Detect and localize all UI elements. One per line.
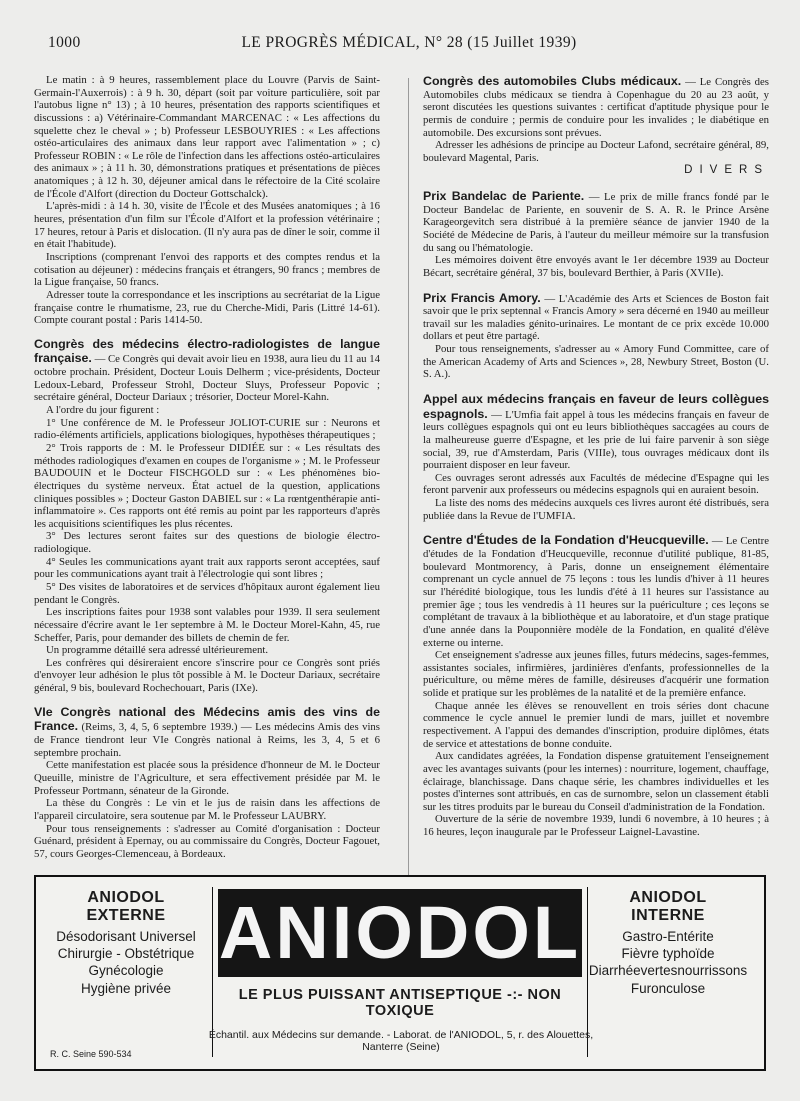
article-text: Pour tous renseignements, s'adresser au « Amory Fund Committee, care of the American Academy of Arts and Sciences », 28, Newbury Street, Boston (U. S. A.). — [423, 343, 769, 381]
article-text: 3° Des lectures seront faites sur des questions de biologie électro-radiologique. — [34, 530, 380, 556]
article-paragraph — [423, 649, 769, 700]
article-paragraph — [34, 417, 380, 442]
article-paragraph — [423, 343, 769, 381]
page-header — [48, 34, 770, 58]
article-text: 4° Seules les communications ayant trait aux rapports seront acceptées, sauf pour les communications ayant trait à l'électrologie qui sont libres ; — [34, 555, 380, 581]
article-paragraph-with-heading — [423, 189, 769, 254]
article-heading: Appel aux médecins français en faveur de leurs collègues espagnols. — [423, 391, 769, 421]
article-paragraph-with-heading — [423, 533, 769, 649]
ad-right-line: Gastro-Entérite — [622, 928, 714, 944]
article-paragraph — [34, 404, 380, 417]
article-paragraph-with-heading — [423, 74, 769, 139]
article-paragraph — [423, 700, 769, 751]
article-paragraph — [34, 644, 380, 657]
article-text: Les mémoires doivent être envoyés avant le 1er décembre 1939 au Docteur Bécart, secrétaire général, 37 bis, boulevard Berthier, à Paris (XVIIe). — [423, 254, 769, 279]
aniodol-advertisement — [34, 875, 766, 1071]
article-text: Cette manifestation est placée sous la présidence d'honneur de M. le Docteur Queuille, ministre de l'Agriculture, et sera effectivement présidée par M. le Professeur Portmann, sénateur de la Gironde. — [34, 759, 380, 797]
article-text: Aux candidates agréées, la Fondation dispense gratuitement l'enseignement avec les avantages suivants (pour les internes) : nourriture, logement, chauffage, éclairage, blanchissage. Dans chaque série, les chambres individuelles et les postes d'internes sont attribués, en cas de surnombre, selon un classement établi sur les titres produits par le bureau du Conseil d'administration de la Fondation. — [423, 750, 769, 813]
article-text: La liste des noms des médecins auxquels ces livres auront été distribués, sera publiée dans la Revue de l'UMFIA. — [423, 497, 769, 522]
journal-title: LE PROGRÈS MÉDICAL, N° 28 (15 Juillet 1939) — [241, 34, 577, 51]
article-paragraph — [34, 606, 380, 644]
article-paragraph — [34, 442, 380, 530]
article-paragraph — [34, 251, 380, 289]
article-paragraph — [34, 530, 380, 555]
ad-brand-logo: ANIODOL — [218, 889, 582, 977]
article-paragraph — [423, 472, 769, 497]
ad-right-subtitle: INTERNE — [631, 907, 705, 925]
article-text: 2° Trois rapports de : M. le Professeur DIDIÉE sur : « Les résultats des méthodes radiologiques d'examen en coupes de l'organisme » ; M. le Professeur BAUDOUIN et le Docteur FISCHGOLD sur : « Les phénomènes bio-électriques du système nerveux. État actuel de la question, applications cliniques possibles » ; Docteur Gaston DABIEL sur : « La rœntgenthérapie anti-inflammatoire ». Ces rapports ont été remis au point par les rapporteurs d'après les acquisitions scientifiques les plus récentes. — [34, 441, 380, 530]
article-text: — Ce Congrès qui devait avoir lieu en 1938, aura lieu du 11 au 14 octobre prochain. Président, Docteur Louis Delherm ; vice-présidents, Docteur Ledoux-Lebard, Professeur Strohl, Docteur Sluys, Professeur Popovic ; secrétaire général, Docteur Dariaux ; trésorier, Docteur Morel-Kahn. — [34, 353, 380, 404]
article-text: — Le prix de mille francs fondé par le Docteur Bandelac de Pariente, en souvenir de S. A. R. le Prince Arsène Karageorgevitch sera distribué à la première séance de janvier 1940 de la Société de Médecine de Paris, à l'auteur du meilleur mémoire sur la transfusion du sang ou l'hématologie. — [423, 191, 769, 254]
article-paragraph — [423, 139, 769, 164]
article-paragraph — [34, 797, 380, 822]
article-paragraph — [34, 759, 380, 797]
article-paragraph-with-heading — [423, 392, 769, 472]
ad-right-panel — [588, 889, 748, 997]
article-paragraph — [34, 556, 380, 581]
page-number: 1000 — [48, 34, 81, 51]
article-paragraph — [34, 200, 380, 251]
article-text: — L'Umfia fait appel à tous les médecins français en faveur de leurs collègues espagnols qui ont eu leurs bibliothèques saccagées au cours de la malheureuse guerre d'Espagne, et les prie de lui faire parvenir à son siège social, 39, rue d'Amsterdam, Paris (VIIIe), tous ouvrages médicaux dont ils pourraient disposer en leur faveur. — [423, 408, 769, 472]
article-paragraph-with-heading — [34, 705, 380, 760]
article-heading: VIe Congrès national des Médecins amis des vins de France. — [34, 704, 380, 734]
article-paragraph — [34, 289, 380, 327]
left-column — [34, 74, 380, 860]
article-text: (Reims, 3, 4, 5, 6 septembre 1939.) — Les médecins Amis des vins de France tiendront leur VIe Congrès national à Reims, les 3, 4, 5 et 6 septembre prochain. — [34, 721, 380, 759]
ad-slogan: LE PLUS PUISSANT ANTISEPTIQUE -:- NON TOXIQUE — [238, 987, 562, 1019]
article-text: 1° Une conférence de M. le Professeur JOLIOT-CURIE sur : Neurons et radio-éléments artificiels, applications biologiques, hypothèses thérapeutiques ; — [34, 416, 380, 442]
right-column — [423, 74, 769, 839]
ad-left-line: Chirurgie - Obstétrique — [57, 946, 195, 962]
column-divider — [408, 78, 409, 878]
article-text: Adresser toute la correspondance et les inscriptions au secrétariat de la Ligue française contre le rhumatisme, 23, rue du Cherche-Midi, Paris (Littré 14-61). Compte courant postal : Paris 1414-50. — [34, 288, 380, 327]
article-text: Cet enseignement s'adresse aux jeunes filles, futurs médecins, sages-femmes, assistantes sociales, infirmières, jardinières d'enfants, professionnelles de la puériculture, ou même mères de famille, désireuses d'acquérir une formation solide et pratique sur les problèmes de la natalité et de la première enfance. — [423, 649, 769, 700]
article-text: Le matin : à 9 heures, rassemblement place du Louvre (Parvis de Saint-Germain-l'Auxerrois) : à 9 h. 30, départ (soit par voiture particulière, soit par l'autobus ligne n° 13) ; à 10 heures, présentation des rapports scientifiques et discussions : a) Vétérinaire-Commandant MARCENAC : « Les affections du squelette chez le cheval » ; b) Professeur LESBOUYRIES : « Les affections ostéo-articulaires des animaux dans leur rapport avec l'alimentation » ; c) Professeur ROBIN : « Le rôle de l'infection dans les affections ostéo-articulaires des animaux » ; à 11 h. 30, démonstrations pratiques et présentations de pièces anatomiques ; à 12 h. 30, déjeuner amical dans le réfectoire de la Cité scolaire de l'École d'Alfort (direction du Docteur Gottschalck). — [34, 74, 380, 200]
article-heading: Congrès des automobiles Clubs médicaux. — [423, 74, 682, 88]
ad-left-line: Désodorisant Universel — [56, 928, 196, 944]
article-text: Les inscriptions faites pour 1938 sont valables pour 1939. Il sera seulement nécessaire d'écrire avant le 1er septembre à M. le Docteur Morel-Kahn, 45, rue Scheffer, Paris, pour demander des billets de chemin de fer. — [34, 606, 380, 644]
ad-left-subtitle: EXTERNE — [86, 907, 166, 925]
article-paragraph — [423, 254, 769, 279]
ad-left-title: ANIODOL — [87, 889, 165, 906]
article-text: Ouverture de la série de novembre 1939, lundi 6 novembre, à 10 heures ; à 16 heures, leçon inaugurale par le Professeur Laignel-Lavastine. — [423, 813, 769, 839]
article-text: Les confrères qui désireraient encore s'inscrire pour ce Congrès sont priés d'envoyer leur adhésion le plus tôt possible à M. le Docteur Dariaux, secrétaire général, 9 bis, boulevard Rochechouart, Paris (IXe). — [34, 656, 380, 695]
article-paragraph-with-heading — [34, 337, 380, 404]
article-text: — Le Centre d'études de la Fondation d'Heucqueville, reconnue d'utilité publique, 81-85, boulevard Montmorency, à Paris, donne un enseignement élémentaire comprenant un cycle annuel de 75 leçons : tous les lundis d'hiver à 11 heures sur l'hérédité biologique, tous les lundis d'été à 11 heures sur l'assistance au premier âge ; tous les vendredis à 11 heures sur la puériculture ; ces leçons se complétant de travaux à la bibliothèque et au laboratoire, et d'un stage pratique d'une année dans la Pouponnière modèle de la Fondation, en qualité d'élève externe ou interne. — [423, 535, 769, 649]
section-label: DIVERS — [684, 164, 769, 177]
article-heading: Congrès des médecins électro-radiologistes de langue française. — [34, 336, 380, 366]
ad-right-title: ANIODOL — [629, 889, 707, 906]
article-paragraph — [34, 823, 380, 861]
ad-right-line: Fièvre typhoïde — [621, 946, 715, 962]
article-text: Inscriptions (comprenant l'envoi des rapports et des comptes rendus et la cotisation au déjeuner) : médecins français et étrangers, 90 francs ; membres de la Ligue française, 50 francs. — [34, 250, 380, 289]
ad-registration: R. C. Seine 590-534 — [50, 1049, 132, 1059]
article-text: Chaque année les élèves se renouvellent en trois séries dont chacune commence le cycle annuel le premier lundi de mars, juillet et novembre respectivement. A l'appui des demandes d'inscription, produire diplômes, états de service et attestations de bonne conduite. — [423, 699, 769, 750]
ad-left-line: Gynécologie — [88, 963, 164, 979]
article-paragraph — [423, 497, 769, 522]
article-text: La thèse du Congrès : Le vin et le jus de raisin dans les affections de l'appareil circulatoire, sera soutenue par M. le Professeur LAUBRY. — [34, 797, 380, 822]
article-paragraph — [34, 74, 380, 200]
article-paragraph — [423, 813, 769, 838]
article-text: Adresser les adhésions de principe au Docteur Lafond, secrétaire général, 89, boulevard Magental, Paris. — [423, 139, 769, 164]
article-paragraph-with-heading — [423, 291, 769, 344]
ad-right-line: Furonculose — [630, 980, 706, 996]
article-text: Un programme détaillé sera adressé ultérieurement. — [46, 644, 269, 657]
article-heading: Prix Francis Amory. — [423, 290, 541, 305]
article-text: L'après-midi : à 14 h. 30, visite de l'École et des Musées anatomiques ; à 16 heures, présentation d'un film sur l'École d'Alfort et la profession vétérinaire ; 17 heures, retour à Paris et dislocation. (Il n'y aura pas de dîner le soir, comme il en était l'habitude). — [34, 200, 380, 251]
article-heading: Centre d'Études de la Fondation d'Heucqueville. — [423, 533, 709, 548]
article-heading: Prix Bandelac de Pariente. — [423, 189, 585, 204]
ad-left-panel — [46, 889, 206, 997]
article-paragraph — [34, 581, 380, 606]
article-paragraph — [423, 750, 769, 813]
article-text: Ces ouvrages seront adressés aux Facultés de médecine d'Espagne qui les feront parvenir aux professeurs ou médecins espagnols qui en auraient besoin. — [423, 471, 769, 497]
ad-left-line: Hygiène privée — [80, 980, 172, 996]
ad-sample-notice: Échantil. aux Médecins sur demande. - Laborat. de l'ANIODOL, 5, r. des Alouettes, Nanterre (Seine) — [208, 1029, 594, 1053]
article-text: 5° Des visites de laboratoires et de services d'hôpitaux auront également lieu pendant le Congrès. — [34, 580, 380, 606]
article-text: — Le Congrès des Automobiles clubs médicaux se tiendra à Copenhague du 20 au 23 août, y seront discutées les questions suivantes : certificat d'aptitude physique pour le permis de conduire ; permis de conduire pour les invalides ; le diabétique en automobile. Des excursions sont prévues. — [423, 76, 769, 139]
article-text: Pour tous renseignements : s'adresser au Comité d'organisation : Docteur Guénard, président à Epernay, ou au commissaire du Congrès, Docteur Fagouet, 57, cours Georges-Clemenceau, à Bordeaux. — [34, 822, 380, 860]
article-text: — L'Académie des Arts et Sciences de Boston fait savoir que le prix septennal « Francis Amory » sera décerné en 1940 au meilleur travail sur les maladies génito-urinaires. Le montant de ce prix excède 10.000 dollars et peut être partagé. — [423, 292, 769, 343]
article-text: A l'ordre du jour figurent : — [46, 404, 160, 417]
article-paragraph — [34, 657, 380, 695]
ad-right-line: Diarrhéevertesnourrissons — [588, 963, 748, 979]
